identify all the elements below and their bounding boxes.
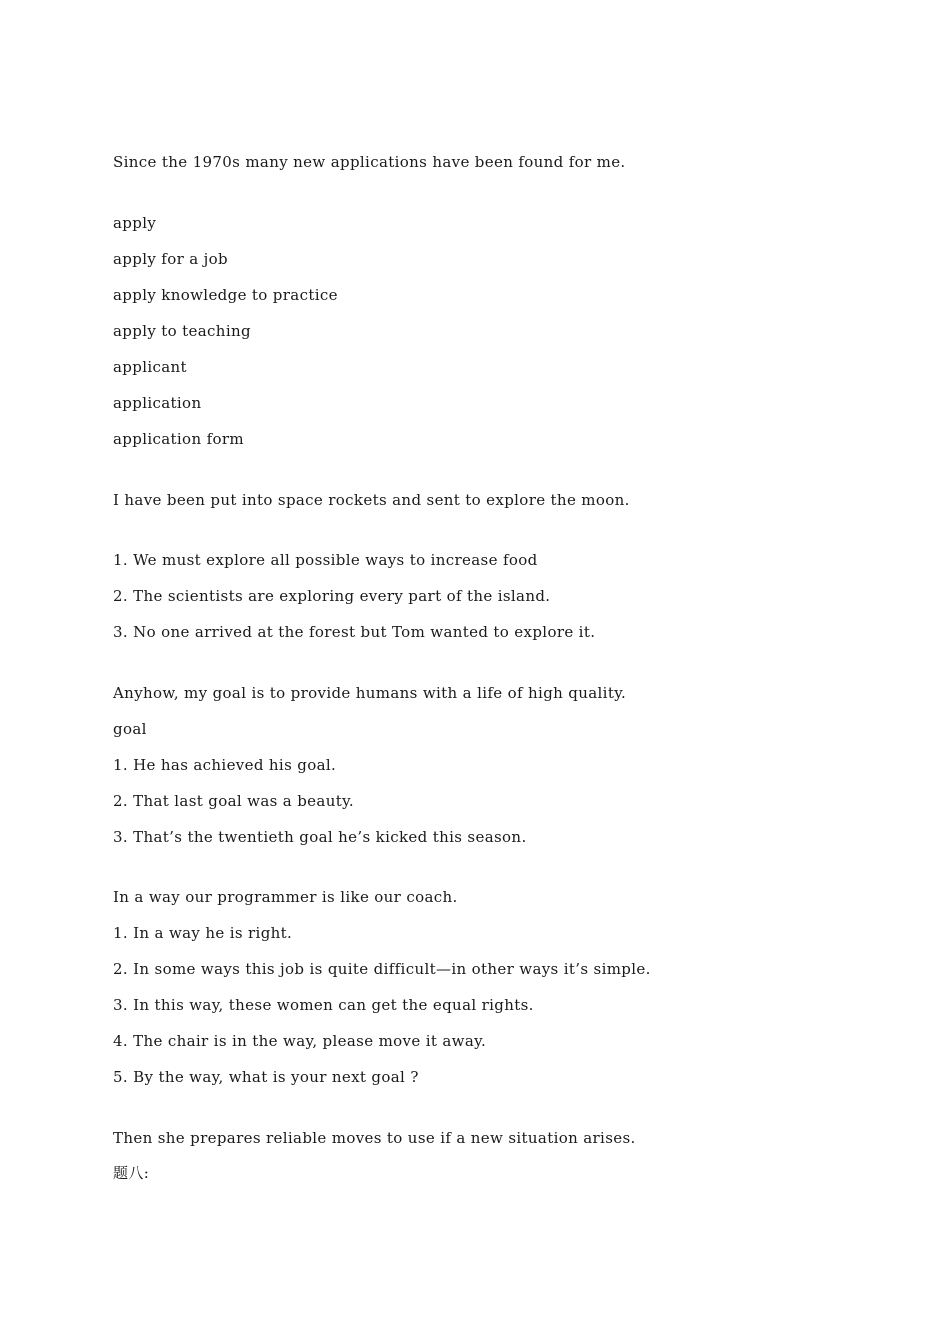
text-line: apply knowledge to practice	[113, 286, 338, 304]
text-line: Anyhow, my goal is to provide humans with a life of high quality.	[113, 684, 627, 702]
text-line: 4. The chair is in the way, please move it away.	[113, 1032, 487, 1050]
text-line: Since the 1970s many new applications have been found for me.	[113, 153, 626, 171]
text-line: application form	[113, 430, 244, 448]
text-line: 1. We must explore all possible ways to increase food	[113, 551, 538, 569]
text-line: apply for a job	[113, 250, 228, 268]
text-line: application	[113, 394, 202, 412]
text-line: applicant	[113, 358, 187, 376]
text-line: 3. That’s the twentieth goal he’s kicked this season.	[113, 828, 527, 846]
text-line: 2. That last goal was a beauty.	[113, 792, 355, 810]
text-line: apply	[113, 214, 157, 232]
text-line: In a way our programmer is like our coach.	[113, 888, 458, 906]
text-line: 2. In some ways this job is quite difficult—in other ways it’s simple.	[113, 960, 651, 978]
text-line: 1. He has achieved his goal.	[113, 756, 337, 774]
text-line: 题八:	[113, 1164, 150, 1182]
text-line: Then she prepares reliable moves to use if a new situation arises.	[113, 1129, 636, 1147]
text-line: 5. By the way, what is your next goal ?	[113, 1068, 419, 1086]
text-line: 3. In this way, these women can get the equal rights.	[113, 996, 534, 1014]
text-line: goal	[113, 720, 147, 738]
text-line: I have been put into space rockets and sent to explore the moon.	[113, 491, 630, 509]
text-line: 3. No one arrived at the forest but Tom wanted to explore it.	[113, 623, 596, 641]
text-line: apply to teaching	[113, 322, 251, 340]
text-line: 1. In a way he is right.	[113, 924, 293, 942]
text-line: 2. The scientists are exploring every part of the island.	[113, 587, 551, 605]
